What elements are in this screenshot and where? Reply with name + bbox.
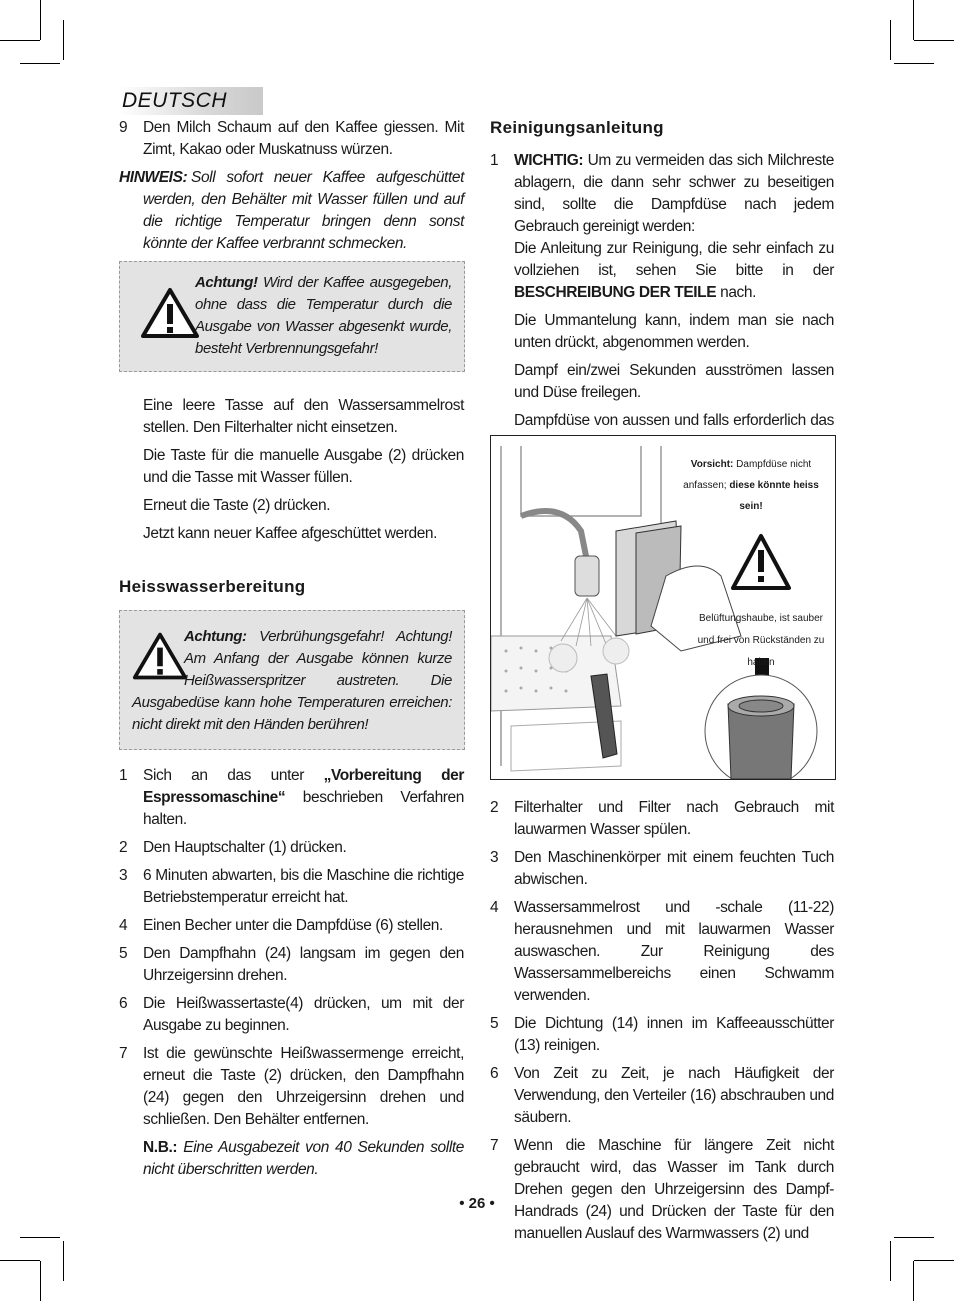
list-item: 2 Filterhalter und Filter nach Gebrauch mit lauwarmen Wasser spülen. <box>490 799 834 838</box>
list-item: 7 Ist die gewünschte Heißwassermenge erreicht, erneut die Taste (2) drücken, den Dampfhahn (24) gegen den Uhrzeigersinn drehen und schließen. Den Behälter entfernen. <box>119 1045 464 1128</box>
left-column-list <box>119 765 464 1187</box>
cleaning-step-1: 1 WICHTIG: Um zu vermeiden das sich Milchreste ablagern, die dann sehr schwer zu beseitigen sind, sollte die Dampfdüse nach jedem Gebrauch gereinigt werden: Die Anleitung zur Reinigung, die sehr einfach zu vollziehen ist, sehen Sie bitte in der BESCHREIBUNG DER TEILE nach. <box>490 152 834 301</box>
cleaning-para: Dampf ein/zwei Sekunden ausströmen lassen und Düse freilegen. <box>514 362 834 401</box>
caution-caption: Vorsicht: Dampfdüse nicht anfassen; diese könnte heiss sein! <box>683 459 819 512</box>
step-text: Erneut die Taste (2) drücken. <box>143 497 331 514</box>
cleaning-para: Dampfdüse von aussen und falls erforderlich das <box>514 412 834 429</box>
list-item: 7 Wenn die Maschine für längere Zeit nicht gebraucht wird, das Wasser im Tank durch Drehen gegen den Uhrzeigersinn des Dampf-Handrads (24) und Drücken der Taste für den manuellen Auslauf des Warmwassers (2) und <box>490 1137 834 1242</box>
warning-box-scald <box>119 610 465 750</box>
list-item: 2 Den Hauptschalter (1) drücken. <box>119 839 347 856</box>
list-item: 4 Wassersammelrost und -schale (11-22) herausnehmen und mit lauwarmen Wasser auswaschen. Zur Reinigung des Wassersammelbereichs einen Schwamm verwenden. <box>490 899 834 1004</box>
list-item: 3 Den Maschinenkörper mit einem feuchten Tuch abwischen. <box>490 849 834 888</box>
steam-wand-illustration <box>490 435 836 780</box>
list-item: 6 Die Heißwassertaste(4) drücken, um mit der Ausgabe zu beginnen. <box>119 995 464 1034</box>
warning-text-scald: Achtung: Verbrühungsgefahr! Achtung! Am Anfang der Ausgabe können kurze Heißwasserspritzer austreten. Die Ausgabedüse kann hohe Temperaturen erreichen: nicht direkt mit den Händen berühren! <box>132 628 452 733</box>
list-item: 5 Den Dampfhahn (24) langsam im gegen den Uhrzeigersinn drehen. <box>119 945 464 984</box>
section-title-cleaning: Reinigungsanleitung <box>490 118 664 137</box>
hinweis-note <box>119 167 464 255</box>
section-title-hot-water: Heisswasserbereitung <box>119 577 306 596</box>
step-text: Eine leere Tasse auf den Wassersammelrost stellen. Den Filterhalter nicht einsetzen. <box>143 397 464 436</box>
list-item: 3 6 Minuten abwarten, bis die Maschine die richtige Betriebstemperatur erreicht hat. <box>119 867 464 906</box>
list-item: 1 Sich an das unter „Vorbereitung der Espressomaschine“ beschrieben Verfahren halten. <box>119 767 464 828</box>
right-column-list <box>490 797 834 1251</box>
step-9: 9 Den Milch Schaum auf den Kaffee giessen. Mit Zimt, Kakao oder Muskatnuss würzen. <box>119 119 464 158</box>
hinweis-text: Soll sofort neuer Kaffee aufgeschüttet werden, den Behälter mit Wasser füllen und auf die richtige Temperatur bringen denn sonst könnte der Kaffee verbrannt schmecken. <box>143 169 464 252</box>
left-column-top <box>119 117 464 261</box>
language-tab <box>119 87 263 115</box>
right-column-top <box>490 150 834 460</box>
list-item: 4 Einen Becher unter die Dampfdüse (6) stellen. <box>119 917 443 934</box>
step-text: Die Taste für die manuelle Ausgabe (2) drücken und die Tasse mit Wasser füllen. <box>143 447 464 486</box>
list-item: 5 Die Dichtung (14) innen im Kaffeeausschütter (13) reinigen. <box>490 1015 834 1054</box>
cleaning-para: Die Ummantelung kann, indem man sie nach unten drückt, abgenommen werden. <box>514 312 834 351</box>
left-column-steps <box>143 395 464 551</box>
page-number: • 26 • <box>459 1195 495 1212</box>
warning-text-burn: Achtung! Wird der Kaffee ausgegeben, ohne dass die Temperatur durch die Ausgabe von Wasser abgesenkt wurde, besteht Verbrennungsgefahr! <box>195 274 452 357</box>
nb-note: N.B.: Eine Ausgabezeit von 40 Sekunden sollte nicht überschritten werden. <box>143 1139 464 1178</box>
hinweis-label: HINWEIS: <box>119 169 188 186</box>
list-item: 6 Von Zeit zu Zeit, je nach Häufigkeit der Verwendung, den Verteiler (16) abschrauben und säubern. <box>490 1065 834 1126</box>
language-label: DEUTSCH <box>122 89 228 112</box>
step-text: Jetzt kann neuer Kaffee afgeschüttet werden. <box>143 525 438 542</box>
warning-triangle-icon <box>140 287 200 339</box>
hood-caption: Belüftungshaube, ist sauber und frei von Rückständen zu halten <box>697 613 825 668</box>
warning-box-burn <box>119 261 465 372</box>
